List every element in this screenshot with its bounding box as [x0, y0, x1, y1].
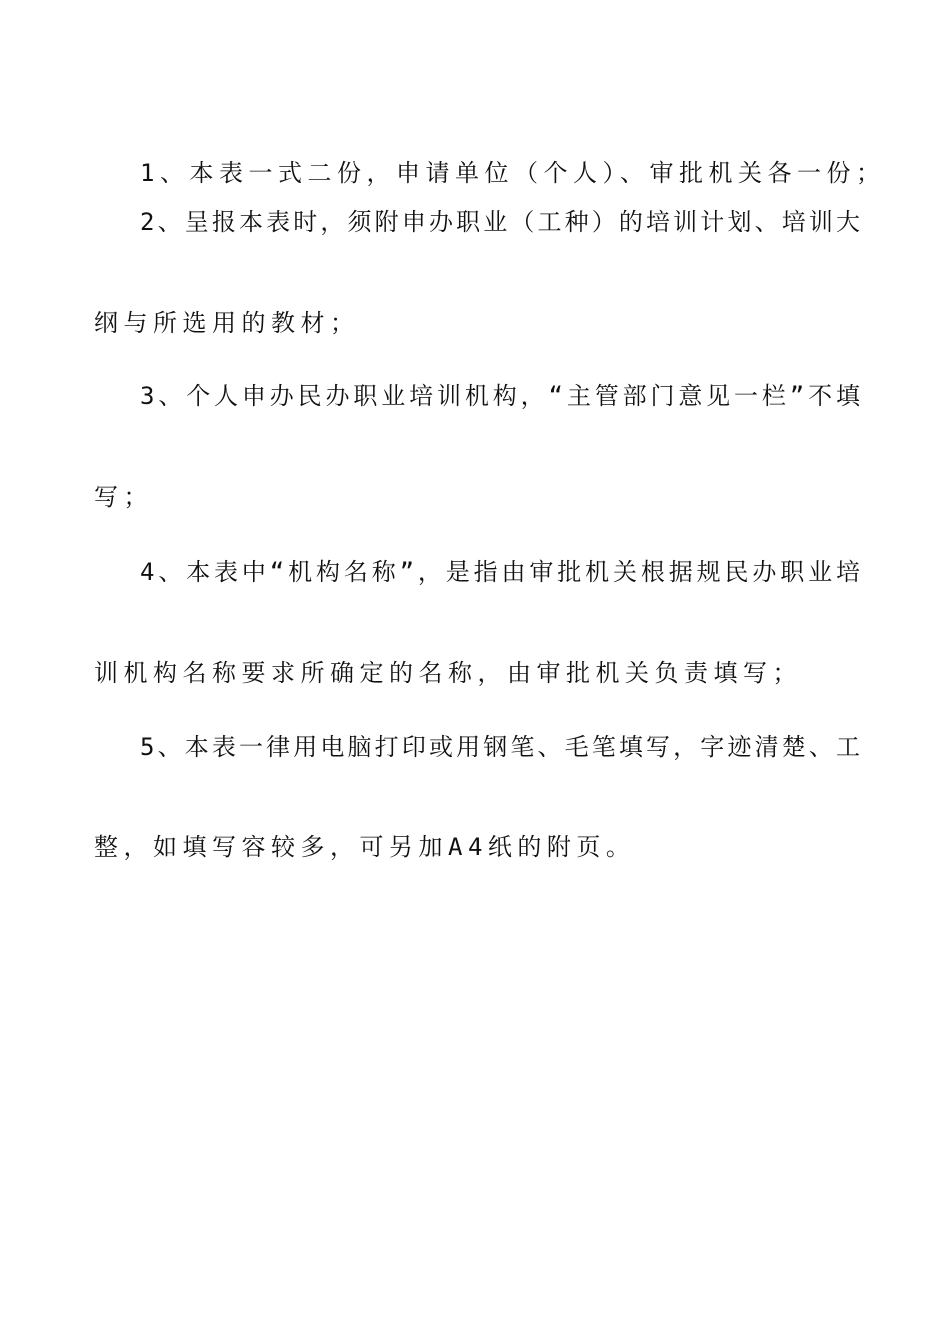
note-2-line-1: 2、呈报本表时，须附申办职业（工种）的培训计划、培训大 [140, 208, 860, 236]
note-3-line-2: 写； [94, 483, 153, 511]
note-4-line-2: 训机构名称要求所确定的名称，由审批机关负责填写； [94, 659, 802, 687]
note-4-line-1: 4、本表中“机构名称”，是指由审批机关根据规民办职业培 [140, 558, 860, 586]
note-2-line-2: 纲与所选用的教材； [94, 309, 360, 337]
note-5-line-2: 整，如填写容较多，可另加A4纸的附页。 [94, 833, 636, 861]
note-3-line-1: 3、个人申办民办职业培训机构，“主管部门意见一栏”不填 [140, 382, 860, 410]
note-5-line-1: 5、本表一律用电脑打印或用钢笔、毛笔填写，字迹清楚、工 [140, 733, 860, 761]
note-1-line-1: 1、本表一式二份，申请单位（个人）、审批机关各一份； [140, 159, 886, 187]
